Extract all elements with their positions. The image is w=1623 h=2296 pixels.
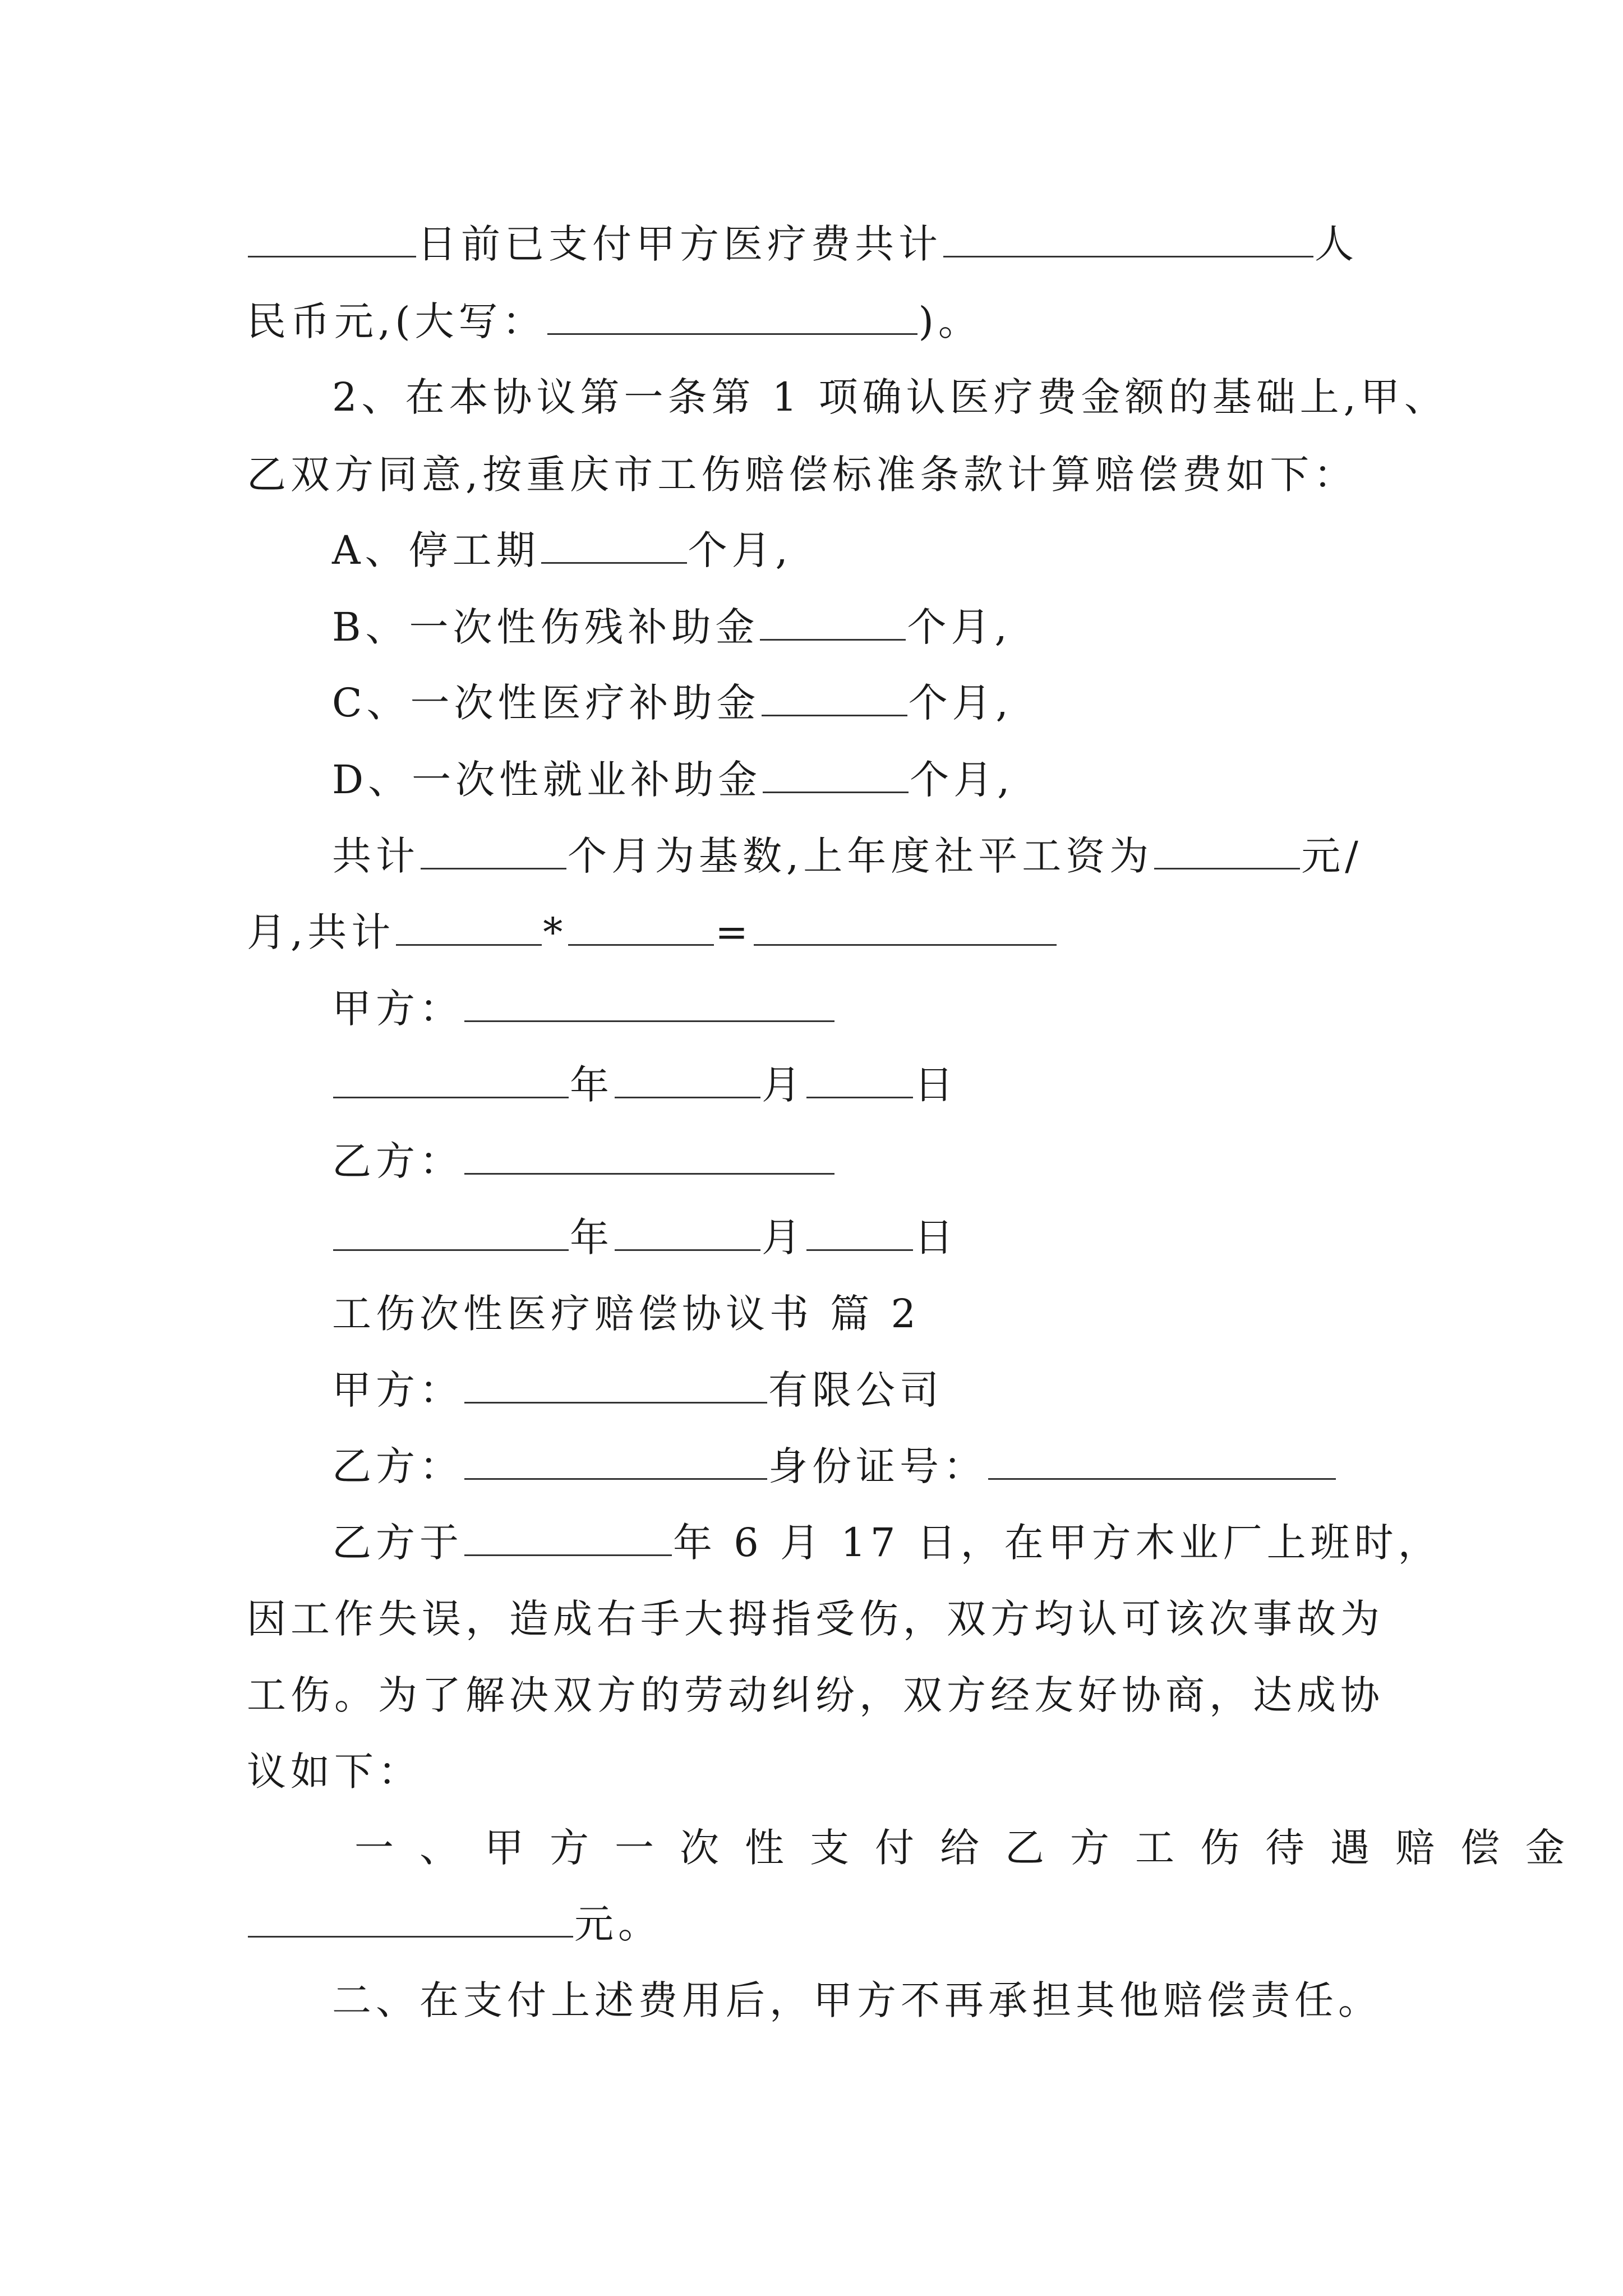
blank-field[interactable] xyxy=(763,757,909,793)
signature-party-b: 乙方： xyxy=(332,1134,836,1188)
text-line: 元。 xyxy=(247,1897,662,1951)
blank-field[interactable] xyxy=(615,1062,760,1098)
blank-field[interactable] xyxy=(464,1138,834,1175)
blank-field[interactable] xyxy=(760,604,906,641)
text-line: 工伤。为了解决双方的劳动纠纷，双方经友好协商，达成协 xyxy=(247,1672,1384,1718)
blank-field[interactable] xyxy=(421,833,566,869)
text-line: 月,共计 * = xyxy=(247,905,1058,959)
text-line: 因工作失误，造成右手大拇指受伤，双方均认可该次事故为 xyxy=(247,1596,1384,1642)
blank-field[interactable] xyxy=(248,221,416,257)
text-line: 二、在支付上述费用后，甲方不再承担其他赔偿责任。 xyxy=(332,1977,1382,2023)
blank-field[interactable] xyxy=(464,986,834,1022)
blank-field[interactable] xyxy=(333,1062,569,1098)
section-heading: 工伤次性医疗赔偿协议书 篇 2 xyxy=(332,1291,921,1337)
text-line: 2、在本协议第一条第 1 项确认医疗费金额的基础上,甲、 xyxy=(332,374,1448,420)
text-line: A、停工期 个月, xyxy=(332,527,792,573)
blank-field[interactable] xyxy=(806,1062,913,1098)
blank-field[interactable] xyxy=(806,1214,913,1251)
blank-field[interactable] xyxy=(615,1214,760,1251)
text-line: D、一次性就业补助金 个月, xyxy=(332,757,1015,803)
text-line: B、一次性伤残补助金 个月, xyxy=(332,604,1012,650)
blank-field[interactable] xyxy=(988,1443,1336,1480)
text-line: 一、甲方一次性支付给乙方工伤待遇赔偿金 xyxy=(354,1825,1590,1871)
blank-field[interactable] xyxy=(248,1901,573,1938)
blank-field[interactable] xyxy=(547,298,917,335)
blank-field[interactable] xyxy=(762,680,907,716)
blank-field[interactable] xyxy=(943,221,1313,257)
text-line: 乙方： 身份证号： xyxy=(332,1439,1337,1493)
blank-field[interactable] xyxy=(568,909,714,946)
blank-field[interactable] xyxy=(396,909,542,946)
text-line: 共计 个月为基数,上年度社平工资为 元/ xyxy=(332,833,1363,879)
text-line: C、一次性医疗补助金 个月, xyxy=(332,680,1013,726)
blank-field[interactable] xyxy=(464,1443,767,1480)
blank-field[interactable] xyxy=(464,1367,767,1404)
text-line: 甲方： 有限公司 xyxy=(332,1367,943,1413)
blank-field[interactable] xyxy=(1154,833,1300,869)
text-line: 议如下： xyxy=(247,1749,422,1795)
text-line: 乙双方同意,按重庆市工伤赔偿标准条款计算赔偿费如下： xyxy=(247,452,1358,498)
blank-field[interactable] xyxy=(754,909,1057,946)
blank-field[interactable] xyxy=(464,1520,672,1556)
blank-field[interactable] xyxy=(541,527,687,564)
text-line: 民币元,(大写： )。 xyxy=(247,298,982,344)
text-line: 乙方于 年 6 月 17 日，在甲方木业厂上班时， xyxy=(332,1520,1442,1566)
date-line: 年 月 日 xyxy=(332,1211,958,1264)
signature-party-a: 甲方： xyxy=(332,982,836,1036)
date-line: 年 月 日 xyxy=(332,1058,958,1112)
blank-field[interactable] xyxy=(333,1214,569,1251)
text-line: 日前已支付甲方医疗费共计 人 xyxy=(247,217,1358,271)
